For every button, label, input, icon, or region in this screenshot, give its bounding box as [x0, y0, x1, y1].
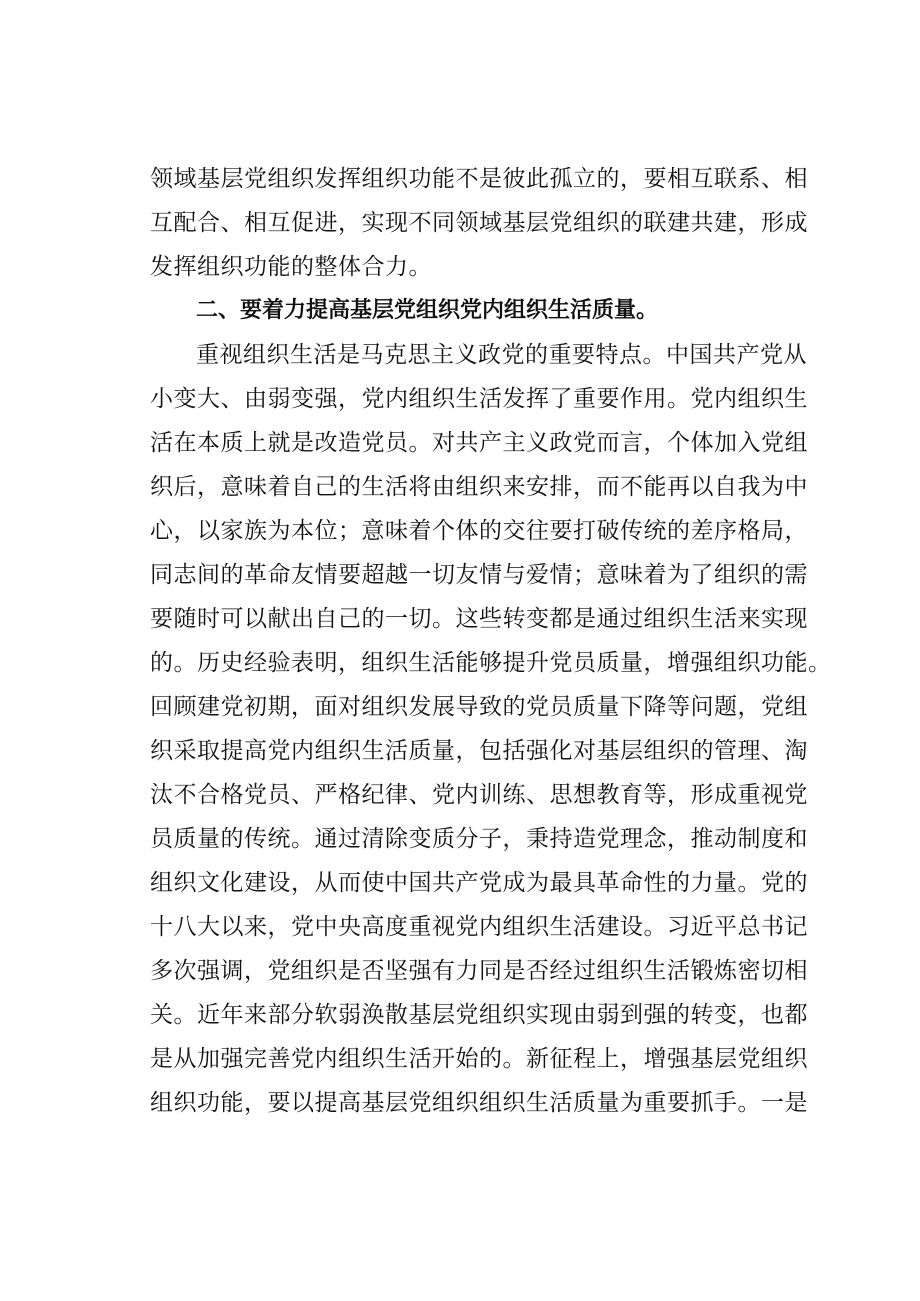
paragraph-2-line-15: 多次强调，党组织是否坚强有力同是否经过组织生活锻炼密切相	[150, 958, 808, 984]
paragraph-2-line-4: 织后，意味着自己的生活将由组织来安排，而不能再以自我为中	[150, 474, 808, 500]
paragraph-2-line-13: 组织文化建设，从而使中国共产党成为最具革命性的力量。党的	[150, 870, 808, 896]
paragraph-1-line-1: 领域基层党组织发挥组织功能不是彼此孤立的，要相互联系、相	[150, 166, 808, 192]
paragraph-2-line-10: 织采取提高党内组织生活质量，包括强化对基层组织的管理、淘	[150, 738, 808, 764]
paragraph-2-line-5: 心，以家族为本位；意味着个体的交往要打破传统的差序格局，	[150, 518, 808, 544]
paragraph-2-line-14: 十八大以来，党中央高度重视党内组织生活建设。习近平总书记	[150, 914, 808, 940]
paragraph-2-line-16: 关。近年来部分软弱涣散基层党组织实现由弱到强的转变，也都	[150, 1002, 808, 1028]
paragraph-2-line-9: 回顾建党初期，面对组织发展导致的党员质量下降等问题，党组	[150, 694, 808, 720]
paragraph-2-line-8: 的。历史经验表明，组织生活能够提升党员质量，增强组织功能。	[150, 650, 832, 676]
paragraph-2-line-17: 是从加强完善党内组织生活开始的。新征程上，增强基层党组织	[150, 1046, 808, 1072]
paragraph-2-line-7: 要随时可以献出自己的一切。这些转变都是通过组织生活来实现	[150, 606, 808, 632]
paragraph-2-line-6: 同志间的革命友情要超越一切友情与爱情；意味着为了组织的需	[150, 562, 808, 588]
paragraph-2-line-3: 活在本质上就是改造党员。对共产主义政党而言，个体加入党组	[150, 430, 808, 456]
section-heading: 二、要着力提高基层党组织党内组织生活质量。	[196, 298, 659, 323]
paragraph-2-line-11: 汰不合格党员、严格纪律、党内训练、思想教育等，形成重视党	[150, 782, 808, 808]
paragraph-2-line-1: 重视组织生活是马克思主义政党的重要特点。中国共产党从	[196, 342, 807, 368]
paragraph-2-line-12: 员质量的传统。通过清除变质分子，秉持造党理念，推动制度和	[150, 826, 808, 852]
paragraph-2-line-18: 组织功能，要以提高基层党组织组织生活质量为重要抓手。一是	[150, 1090, 808, 1116]
paragraph-1-line-2: 互配合、相互促进，实现不同领域基层党组织的联建共建，形成	[150, 210, 808, 236]
paragraph-2-line-2: 小变大、由弱变强，党内组织生活发挥了重要作用。党内组织生	[150, 386, 808, 412]
paragraph-1-line-3: 发挥组织功能的整体合力。	[150, 254, 432, 280]
